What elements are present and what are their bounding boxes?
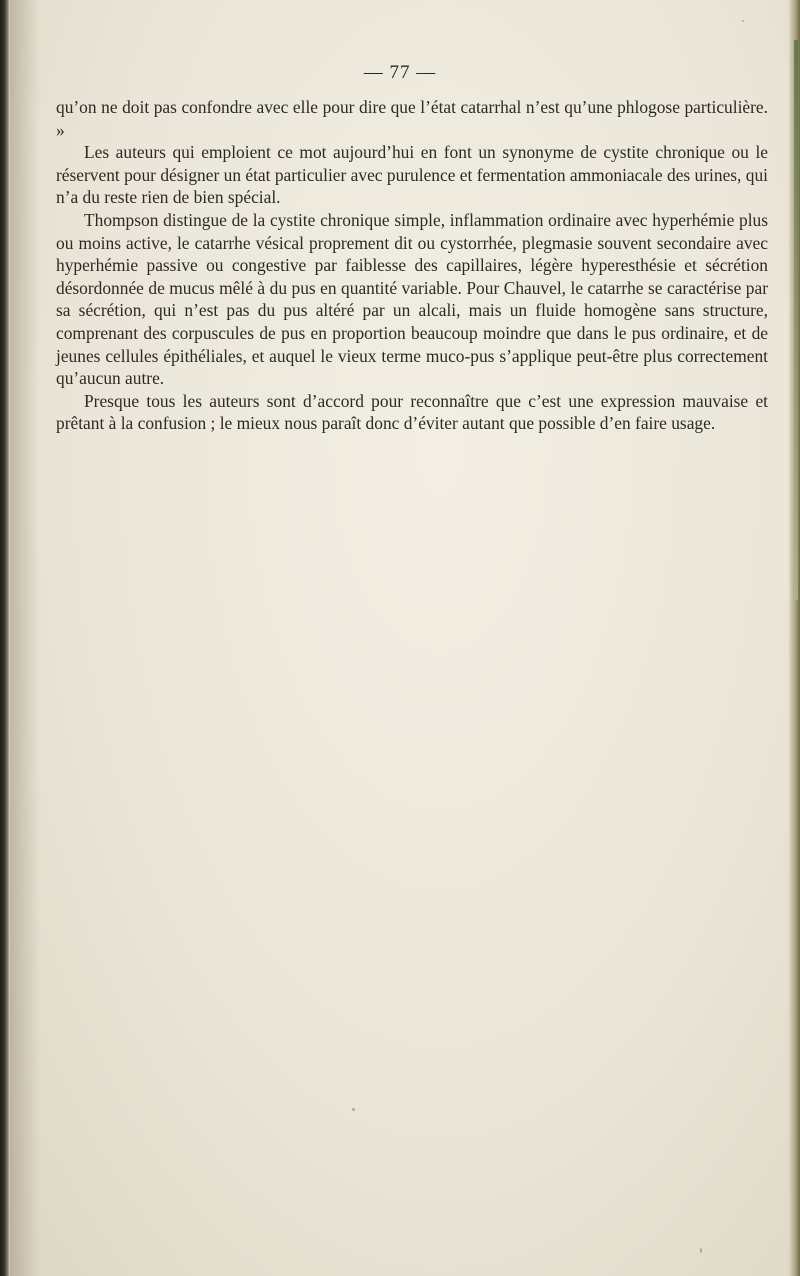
page-number: — 77 — bbox=[363, 62, 437, 83]
paragraph-1: qu’on ne doit pas confondre avec elle pour dire que l’état catarrhal n’est qu’une phlogose particulière. » bbox=[56, 97, 768, 140]
body-text bbox=[56, 96, 768, 435]
binding-edge bbox=[0, 0, 10, 1276]
paragraph-4: Presque tous les auteurs sont d’accord pour reconnaître que c’est une expression mauvaise et prêtant à la confusion ; le mieux nous paraît donc d’éviter autant que possible d’en faire usage. bbox=[56, 390, 768, 434]
paragraph-2: Les auteurs qui emploient ce mot aujourd’hui en font un synonyme de cystite chronique ou le réservent pour désigner un état particulier avec purulence et fermentation ammoniacale des urines, qui n’a du reste rien de bien spécial. bbox=[56, 142, 768, 208]
paper-speck bbox=[700, 1248, 702, 1253]
page-edge-stain bbox=[794, 40, 798, 600]
paragraph-3: Thompson distingue de la cystite chronique simple, inflammation ordinaire avec hyperhémie plus ou moins active, le catarrhe vésical proprement dit ou cystorrhée, plegmasie souvent secondaire avec hyperhémie passive ou congestive par faiblesse des capillaires, légère hyperesthésie et sécrétion désordonnée de mucus mêlé à du pus en quantité variable. Pour Chauvel, le catarrhe se caractérise par sa sécrétion, qui n’est pas du pus altéré par un alcali, mais un fluide homogène sans structure, comprenant des corpuscules de pus en proportion beaucoup moindre que dans le pus ordinaire, et de jeunes cellules épithéliales, et auquel le vieux terme muco-pus s’applique peut-être plus correctement qu’aucun autre. bbox=[56, 209, 768, 389]
paper-speck bbox=[352, 1108, 355, 1111]
binding-shadow bbox=[10, 0, 40, 1276]
paper-speck bbox=[742, 20, 744, 22]
